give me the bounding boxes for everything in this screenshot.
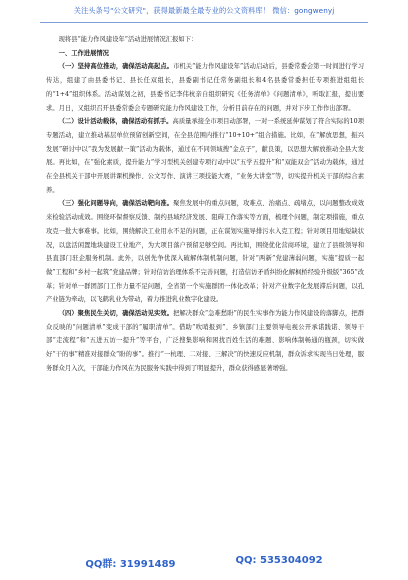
item-lead: （一）坚持高位推动，确保活动高起点。	[58, 63, 174, 71]
paragraph-item-3	[46, 197, 364, 307]
item-lead: （四）聚焦民生关切，确保活动见实效。	[58, 310, 174, 318]
qq-group-text: QQ群: 31991489	[85, 559, 176, 570]
item-lead: （二）设计活动载体，确保活动有抓手。	[58, 118, 173, 126]
intro-paragraph: 现将县“能力作风建设年”活动进展情况汇报如下：	[58, 36, 198, 43]
section-heading: 一、工作进展情况	[58, 49, 109, 57]
item-text: 市机关“能力作风建设年”活动启动后，县委常委会第一时间进行学习传达，组建了由县委书记、县长任双组长，县委副书记任常务副组长和4名县委常委担任专项推进组组长的“1+4”组织体系。活动谋划之初，县委书记李伟杭亲自组织研究《任务清单》《问题清单》，听取汇报，提出要求。月日，又组织召开县委常委会专题研究能力作风建设工作，分析目前存在的问题，并对下步工作作出部署。	[46, 63, 364, 112]
item-text: 把解决群众“急难愁盼”的民生实事作为能力作风建设的落脚点，把群众反映的“问题清单”变成干部的“履职清单”。借助“吹哨报到”、乡镇部门主要领导电视公开承诺践诺、领导干部“走流程”和“五进五访一提升”等平台，广泛搜集影响和困扰百姓生活的难题、影响体制畅通的瓶颈，切实做好“干的事”精准对接群众“盼的事”。推行“一杭理、二对接、三解决”的快速反应机制，群众诉求实现当日处理，服务群众月入次，干部能力作风在为民服务实践中得到了明显提升，群众获得感显著增强。	[46, 310, 364, 372]
document-body	[46, 33, 364, 376]
item-lead: （三）强化问题导向，确保活动靶向准。	[58, 200, 174, 208]
qq-number-text: QQ: 535304092	[235, 555, 323, 566]
paragraph-item-4	[46, 307, 364, 376]
paragraph-item-1	[46, 60, 364, 115]
item-text: 高质量承接全市项目动部署，一对一系统延伸谋划了符合实际的10项专题活动，建立推动基层单位预留创新空间，在全县范围内推行“10+10+”组合措施。比如，在“解放思想，振兴发展”研讨中以“我为发展献一策”活动为载体，通过在不同领域搜“金点子”，献良策，以思想大解放推动全县大发展。再比如，在“强化素质，提升能力”学习型机关创建专项行动中以“五学五提升”和“双能双会”活动为载体，通过在全县机关干部中开展讲课机操作、公文写作、演讲三项技能大赛，“业务大讲堂”等，切实提升机关干部的综合素养。	[46, 118, 365, 194]
item-text: 聚焦发展中的重点问题，攻难点、治痛点、疏堵点，以问题整改成效来检验活动成效。围绕环保督察反馈、制约县域经济发展、阻碍工作落实等方面，梳理个问题，制定项措施，重点攻克一批大事难事。比如，围绕解决工业用水不足的问题，正在谋划实施导排污水入克工程；针对项目用地短缺状况，以盘活闲置地块建设工业地产，为大项目落户预留足够空间。再比如，围绕优化营商环境，建立了县级领导和县直部门驻企服务机制。此外，以创先争优深入破解体制机制问题，针对“两新”党建薄弱问题，实施“提质一起做”工程和“乡村一起筑”党建品牌；针对信访治理体系不完善问题，打造信访矛盾纠纷化解枫桥经验升级版“365”改革；针对单一群团部门工作力量不足问题，全省第一个实施群团一体化改革；针对产业数字化发展滞后问题，以孔产业链为牵动，以飞鹤乳业为带动，着力推进乳业数字化建设。	[46, 200, 365, 304]
header-divider	[40, 22, 368, 23]
paragraph-item-2	[46, 115, 364, 197]
page-header: 关注头条号"公文研究"，获得最新最全最专业的公文资料库！ 微信：gongwenyj	[73, 6, 335, 15]
page-footer	[0, 555, 408, 570]
